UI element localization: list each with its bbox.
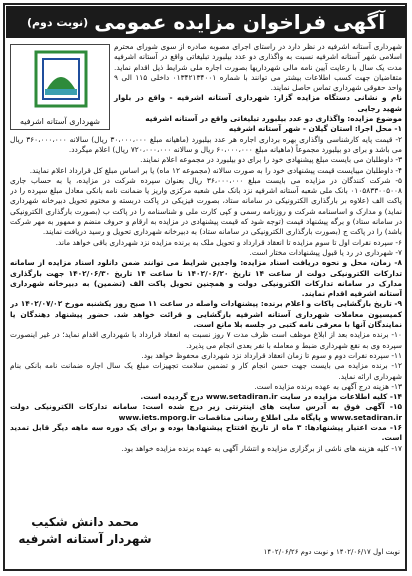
- paragraph: ۱۱- سپرده نفرات دوم و سوم تا زمان انعقاد قرارداد نزد شهرداری محفوظ خواهد بود.: [141, 350, 402, 360]
- paragraph: ۱۵- آگهی فوق به آدرس سایت های اینترنتی زیر درج شده است: سامانه تدارکات الکترونیکی دولت www.setadiran.ir و پایگاه ملی اطلاع رسانی مناقصات www.iets.mporg.ir: [10, 402, 402, 422]
- paragraph: ۴- داوطلبان میبایست قیمت پیشنهادی خود را به صورت سالانه (مجموعه ۱۲ ماه) یا بر اساس مبلغ کل قرارداد اعلام نمایند.: [29, 165, 402, 175]
- paragraph: ۵- شرکت کنندگان در مزایده می بایست مبلغ ۳۶،۰۰۰،۰۰۰ ریال بعنوان سپرده شرکت در مزایده، یا به حساب جاری ۰۱۰۵۸۳۳۰۰۵۰۰۸ بانک ملی شعبه آستانه اشرفیه نزد بانک ملی شعبه مرکزی واریز یا ضمانت نامه بانکی معادل مبلغ سپرده را در پاکت الف (علاوه بر بارگذاری الکترونیکی در سامانه ستاد، بصورت فیزیکی در پاکت دربسته و مختوم تحویل دبیرخانه شهرداری نماید) و مدارک و اساسنامه شرکت و روزنامه رسمی و کپی کارت ملی و شناسنامه را در پاکت ب (بصورت بارگذاری الکترونیکی در سامانه ستاد) و برگه پیشنهاد قیمت (توجه شود که قیمت پیشنهادی در مزایده به ارقام و حروف منضم و ممهور به مهر شرکت باشد) را در پاکت ج (بصورت بارگذاری الکترونیکی در سامانه ستاد) به دبیرخانه شهرداری تحویل و رسید دریافت نمایند.: [10, 175, 402, 237]
- paragraph: نام و نشانی دستگاه مزایده گزار: شهرداری آستانه اشرفیه - واقع در بلوار شهید رجایی: [114, 93, 402, 113]
- paragraph: ۸- زمان، محل و نحوه دریافت اسناد مزایده: واجدین شرایط می توانند ضمن دانلود اسناد مزایده از سامانه تدارکات الکترونیکی دولت از ساعت ۱۴ تاریخ ۱۴۰۲/۰۶/۲۰ تا ساعت ۱۴ تاریخ ۱۴۰۲/۰۶/۳۰ جهت بارگذاری مدارک در سامانه تدارکات الکترونیکی دولت و همچنین تحویل پاکت الف (تضمین) به دبیرخانه شهرداری آستانه اشرفیه اقدام نمایند.: [10, 258, 402, 299]
- paragraph: موضوع مزایده: واگذاری دو عدد بیلبورد تبلیغاتی واقع در آستانه اشرفیه: [145, 114, 402, 124]
- paragraph: ۱۷- کلیه هزینه های ناشی از برگزاری مزایده و انتشار آگهی به عهده برنده مزایده خواهد بود.: [121, 443, 402, 453]
- notice-body: [10, 42, 402, 512]
- notice-title: آگهی فراخوان مزایده عمومی: [94, 10, 386, 34]
- paragraph: ۱- محل اجرا: استان گیلان - شهر آستانه اشرفیه: [228, 124, 402, 134]
- notice-header: [6, 6, 406, 38]
- paragraph: ۲- قیمت پایه کارشناسی واگذاری بهره برداری اجاره هر عدد بیلبورد (ماهیانه مبلغ ۳۰،۰۰۰،۰۰۰ ریال) سالانه ۳۶۰،۰۰۰،۰۰۰ ریال می باشد و برای دو بیلبورد مجموعاً (ماهیانه مبلغ ۶۰،۰۰۰،۰۰۰ ریال و سالانه ۷۲۰،۰۰۰،۰۰۰ ریال) اعلام میگردد.: [10, 134, 402, 154]
- paragraph: ۱۶- مدت اعتبار پیشنهادها: ۳ ماه از تاریخ افتتاح پیشنهادها بوده و برای یک دوره سه ماهه دیگر قابل تمدید است.: [10, 422, 402, 443]
- signatory-name: محمد دانش شکیب: [31, 515, 139, 529]
- paragraph: ۹- تاریخ بازگشایی پاکات و اعلام برنده: پیشنهادات واصله در ساعت ۱۱ صبح روز یکشنبه مورخ ۱۴۰۲/۰۷/۰۲ در کمیسیون معاملات شهرداری آستانه اشرفیه بازگشایی و قرائت خواهد شد. حضور پیشنهاد دهندگان یا نمایندگان آنها با معرفی نامه کتبی در جلسه بلا مانع است.: [10, 299, 402, 330]
- paragraph: ۷- شهرداری در رد یا قبول پیشنهادات مختار است.: [249, 247, 402, 257]
- signatory-role: شهردار آستانه اشرفیه: [18, 532, 152, 546]
- notice-round: (نوبت دوم): [26, 15, 89, 29]
- publication-dates: نوبت اول ۱۴۰۲/۰۶/۱۷ و نوبت دوم ۱۴۰۲/۰۶/۲۶: [263, 548, 400, 556]
- paragraph: ۶- سپرده نفرات اول تا سوم مزایده تا انعقاد قرارداد و تحویل ملک به برنده مزایده نزد شهرداری باقی خواهد ماند.: [55, 237, 402, 247]
- logo-caption: شهرداری آستانه اشرفیه: [20, 117, 100, 126]
- paragraph: ۱۳- هزینه درج آگهی به عهده برنده مزایده است.: [254, 381, 402, 391]
- paragraph: ۱۰- برنده مزایده بعد از ابلاغ موظف است ظرف مدت ۷ روز نسبت به انعقاد قرارداد با شهرداری اقدام نماید؛ در غیر اینصورت سپرده وی به نفع شهرداری ضبط و معامله با نفر بعدی انجام می پذیرد.: [10, 330, 402, 350]
- paragraph: ۱۴- کلیه اطلاعات مزایده در سایت www.setadiran.ir درج گردیده است.: [140, 392, 402, 402]
- signature-block: [10, 515, 160, 546]
- paragraph: شهرداری آستانه اشرفیه در نظر دارد در راستای اجرای مصوبه صادره از سوی شورای محترم اسلامی شهر آستانه اشرفیه نسبت به واگذاری دو عدد بیلبورد تبلیغاتی واقع در آستانه اشرفیه مدت یک سال با رعایت آیین نامه مالی شهرداریها بصورت اجاره ملی شرایط ذیل اقدام نماید. متقاضیان جهت کسب اطلاعات بیشتر می توانند با شماره ۰۱۳۴۲۱۳۴۰۰۱ داخلی ۱۱۵ الی ۹ واحد حقوقی شهرداری تماس حاصل نمایند.: [114, 42, 402, 93]
- paragraph: ۳- داوطلبان می بایست مبلغ پیشنهادی خود را برای دو بیلبورد در مجموعه اعلام نمایند.: [140, 155, 402, 165]
- paragraph: ۱۲- برنده مزایده می بایست جهت حسن انجام کار و تضمین سلامت تجهیزات مبلغ یک سال اجاره ضمانت نامه بانکی بنام شهرداری ارائه نماید.: [10, 361, 402, 381]
